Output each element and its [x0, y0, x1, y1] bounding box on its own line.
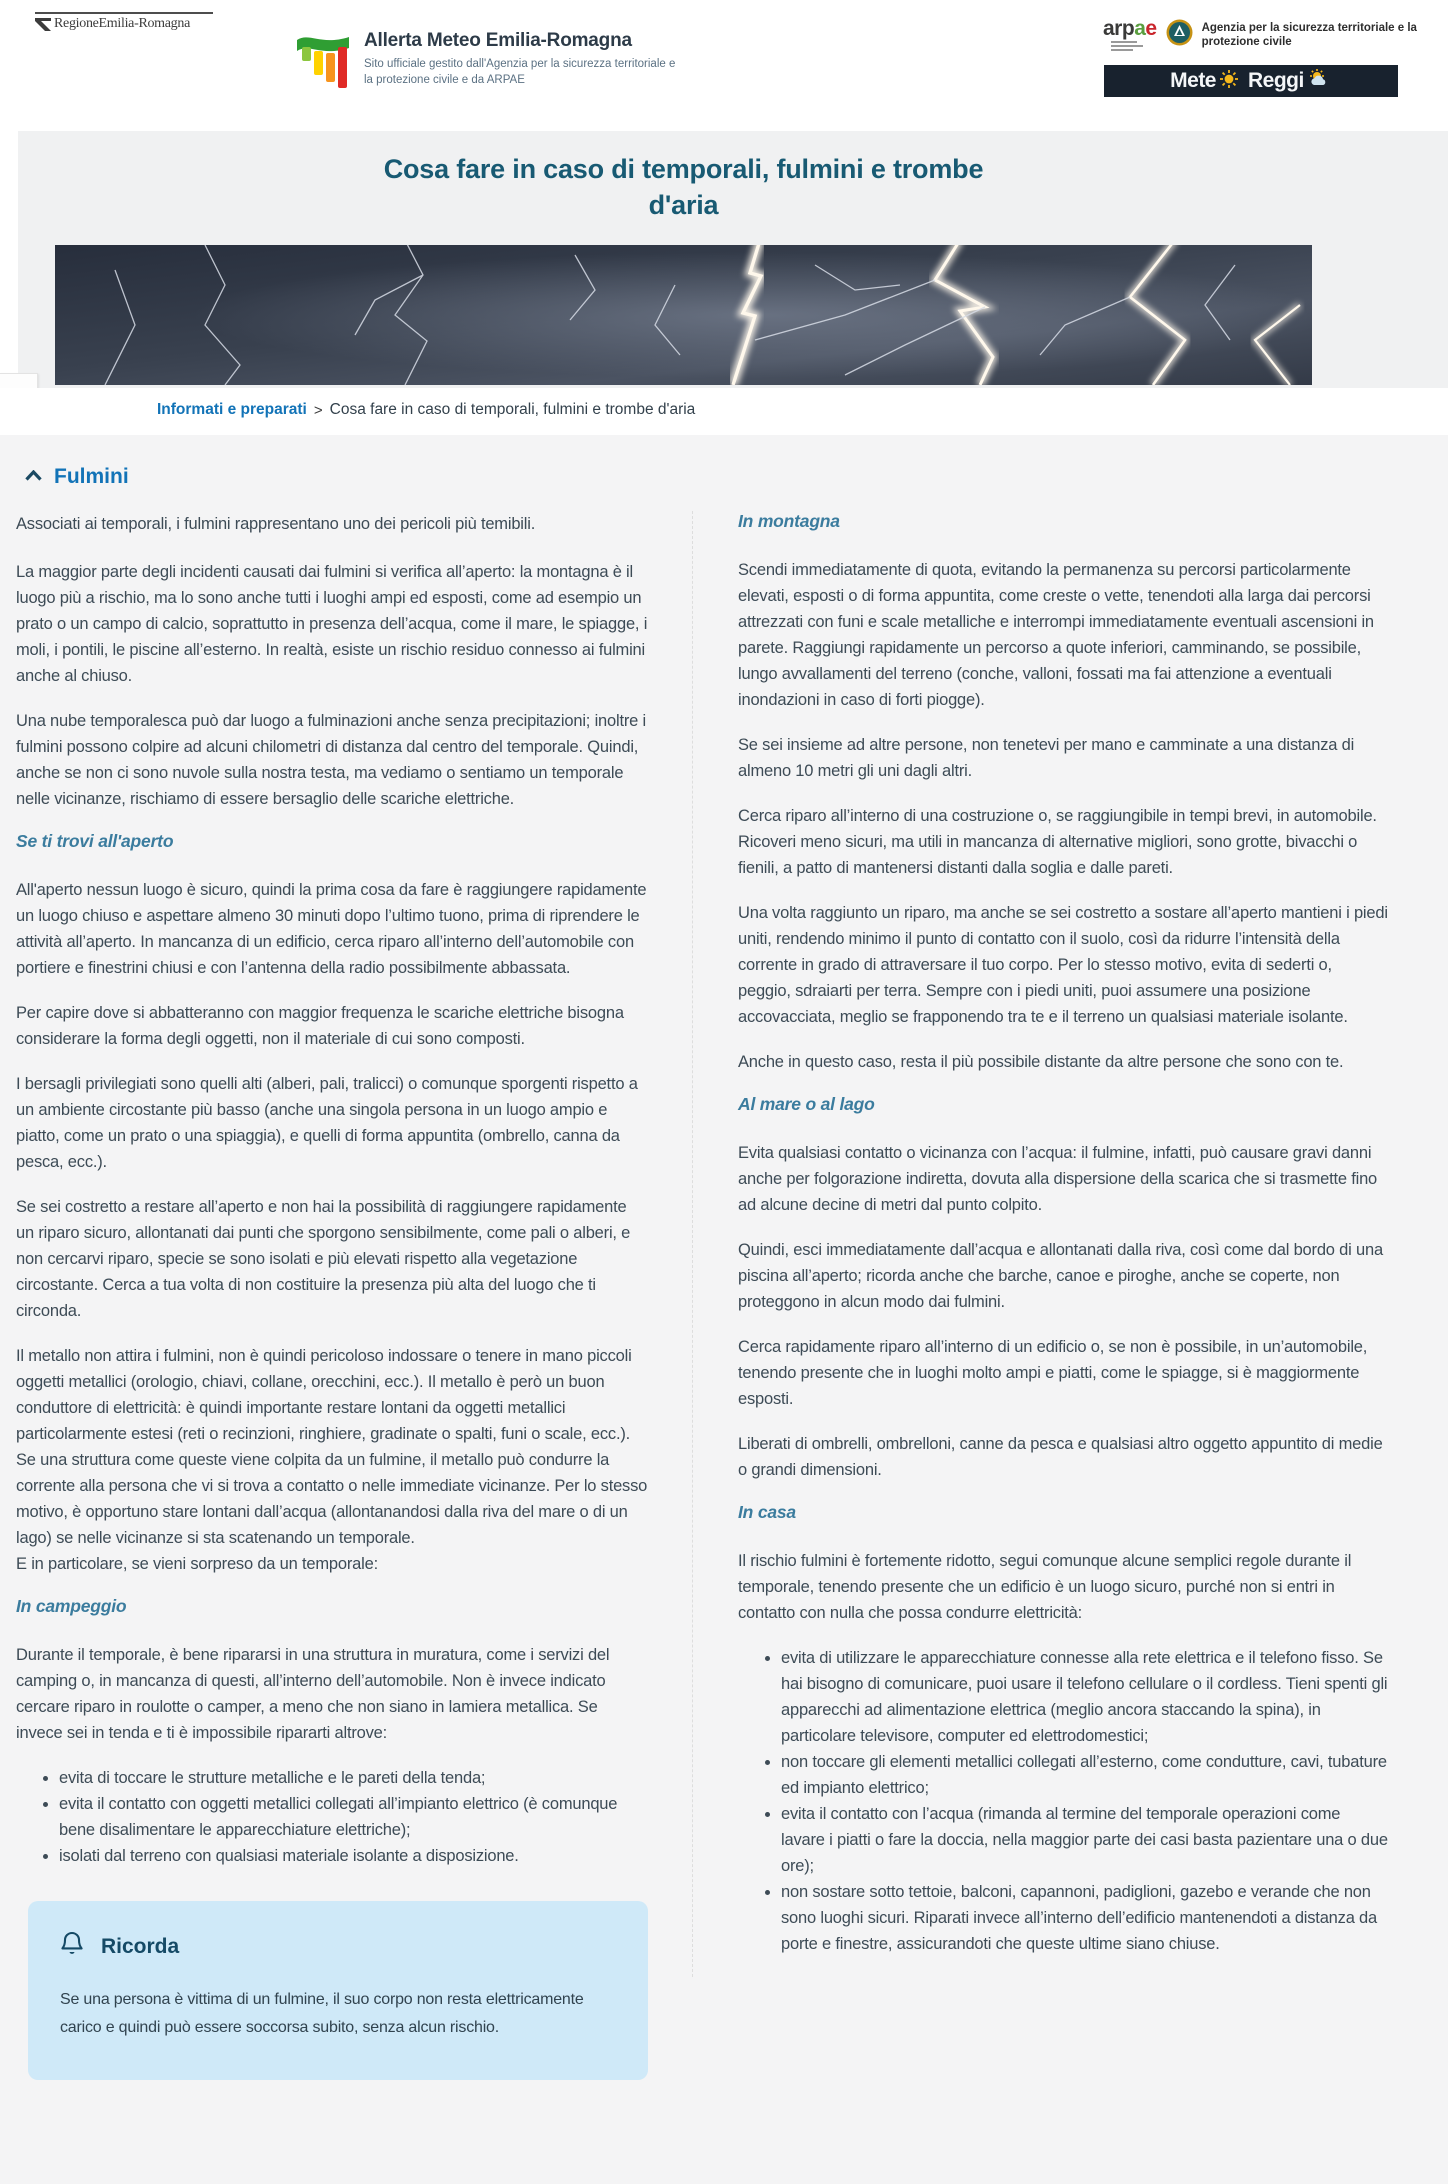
- agency-name-line1: Agenzia per la sicurezza territoriale e la: [1201, 22, 1417, 34]
- section-toggle-fulmini[interactable]: [25, 465, 129, 489]
- meteo-reggio-text1: Mete: [1170, 69, 1216, 92]
- regione-logo-text: RegioneEmilia-Romagna: [54, 16, 190, 31]
- paragraph: Se sei costretto a restare all’aperto e non hai la possibilità di raggiungere rapidamente un riparo sicuro, allontanati dai punti che sporgono sensibilmente, come pali o alberi, e non cercarvi riparo, specie se sono isolati e più elevati rispetto alla vegetazione circostante. Cerca a tua volta di non costituire la presenza più alta del luogo che ti circonda.: [16, 1198, 631, 1320]
- arpae-agency-block[interactable]: [1103, 18, 1417, 51]
- main-content: [0, 435, 1448, 2184]
- breadcrumb: [157, 401, 695, 419]
- bell-icon: [60, 1931, 84, 1962]
- list-item: • non toccare gli elementi metallici collegati all’esterno, come condutture, cavi, tubature ed impianto elettrico;: [781, 1749, 1388, 1801]
- section-title: Fulmini: [54, 465, 129, 488]
- logo-rule: [35, 12, 213, 14]
- breadcrumb-current: Cosa fare in caso di temporali, fulmini e trombe d'aria: [329, 401, 696, 418]
- paragraph: Una nube temporalesca può dar luogo a fulminazioni anche senza precipitazioni; inoltre i fulmini possono colpire ad alcuni chilometri di distanza dal centro del temporale. Quindi, anche se non ci sono nuvole sulla nostra testa, ma vediamo o sentiamo un temporale nelle vicinanze, rischiamo di essere bersaglio delle scariche elettriche.: [16, 712, 646, 808]
- ricorda-title: Ricorda: [101, 1934, 180, 1958]
- paragraph: I bersagli privilegiati sono quelli alti (alberi, pali, tralicci) o comunque sporgenti rispetto a un ambiente circostante più basso (anche una singola persona in un luogo ampio e piatto, come un prato o una spiaggia), e quelli di forma appuntita (ombrello, canna da pesca, ecc.).: [16, 1075, 638, 1171]
- paragraph: Evita qualsiasi contatto o vicinanza con l’acqua: il fulmine, infatti, può causare gravi danni anche per folgorazione indiretta, dovuta alla dispersione della scarica che si trasmette fino ad alcune decine di metri dal punto colpito.: [738, 1144, 1378, 1214]
- allerta-meteo-brand[interactable]: [295, 30, 675, 93]
- column-left: [16, 511, 648, 2080]
- subheading-in-casa: In casa: [738, 1502, 796, 1522]
- list-item: • evita il contatto con oggetti metallici collegati all’impianto elettrico (è comunque bene disalimentare le apparecchiature elettriche);: [59, 1791, 648, 1843]
- site-subtitle-line1: Sito ufficiale gestito dall'Agenzia per la sicurezza territoriale e: [364, 58, 676, 70]
- paragraph: Liberati di ombrelli, ombrelloni, canne da pesca e qualsiasi altro oggetto appuntito di medie o grandi dimensioni.: [738, 1435, 1383, 1479]
- paragraph: Se sei insieme ad altre persone, non tenetevi per mano e camminate a una distanza di almeno 10 metri gli uni dagli altri.: [738, 736, 1355, 780]
- chevron-up-icon[interactable]: [25, 468, 42, 486]
- paragraph: Il rischio fulmini è fortemente ridotto, segui comunque alcune semplici regole durante il temporale, tenendo presente che un edificio è un luogo sicuro, purché non si entri in contatto con nulla che possa condurre elettricità:: [738, 1552, 1352, 1622]
- allerta-meteo-flag-icon: [295, 30, 351, 93]
- subheading-in-campeggio: In campeggio: [16, 1596, 127, 1616]
- arpae-logo-subtext: [1111, 41, 1157, 51]
- paragraph: Scendi immediatamente di quota, evitando la permanenza su percorsi particolarmente elevati, esposti o di forma appuntita, come creste o vette, tenendoti alla larga dai percorsi attrezzati con funi e scale metalliche e interrompi immediatamente eventuali ascensioni in parete. Raggiungi rapidamente un percorso a quote inferiori, camminando, se possibile, lungo avvallamenti del terreno (conche, valloni, fossati ma fai attenzione a eventuali inondazioni in caso di forti piogge).: [738, 561, 1374, 709]
- paragraph: Per capire dove si abbatteranno con maggior frequenza le scariche elettriche bisogna considerare la forma degli oggetti, non il materiale di cui sono composti.: [16, 1004, 624, 1048]
- breadcrumb-separator-icon: >: [313, 401, 323, 419]
- sun-cloud-icon: [1306, 69, 1332, 93]
- agency-name-line2: protezione civile: [1201, 36, 1292, 49]
- paragraph: Durante il temporale, è bene ripararsi in una struttura in muratura, come i servizi del camping o, in mancanza di questi, all’interno dell’automobile. Non è invece indicato cercare riparo in roulotte o camper, a meno che non siano in lamiera metallica. Se invece sei in tenda e ti è impossibile ripararti altrove:: [16, 1646, 610, 1742]
- paragraph: E in particolare, se vieni sorpreso da un temporale:: [16, 1555, 378, 1573]
- site-subtitle-line2: la protezione civile e da ARPAE: [364, 73, 525, 86]
- paragraph: Una volta raggiunto un riparo, ma anche se sei costretto a sostare all’aperto mantieni i piedi uniti, rendendo minimo il punto di contatto con il suolo, così da ridurre l’intensità della corrente in grado di attraversare il tuo corpo. Per lo stesso motivo, evita di sederti o, peggio, sdraiarti per terra. Sempre con i piedi uniti, puoi assumere una posizione accovacciata, meglio se frapponendo tra te e il terreno un qualsiasi materiale isolante.: [738, 904, 1388, 1026]
- hero-section: [18, 131, 1448, 388]
- ricorda-callout-box: [28, 1901, 648, 2080]
- paragraph: Anche in questo caso, resta il più possibile distante da altre persone che sono con te.: [738, 1053, 1344, 1071]
- bullet-list-in-casa: [738, 1645, 1388, 1957]
- paragraph: La maggior parte degli incidenti causati dai fulmini si verifica all’aperto: la montagna è il luogo più a rischio, ma lo sono anche tutti i luoghi ampi ed esposti, come ad esempio un prato o un campo di calcio, soprattutto in presenza dell’acqua, come il mare, le spiagge, i moli, i pontili, le piscine all’esterno. In realtà, esiste un rischio residuo connesso ai fulmini anche al chiuso.: [16, 563, 648, 685]
- list-item: • non sostare sotto tettoie, balconi, capannoni, padiglioni, gazebo e verande che non sono luoghi sicuri. Riparati invece all’interno dell’edificio mantenendoti a distanza da porte e finestre, assicurandoti che queste ultime siano chiuse.: [781, 1879, 1388, 1957]
- arpae-logo: arpae: [1103, 18, 1157, 51]
- list-item: • evita di toccare le strutture metalliche e le pareti della tenda;: [59, 1765, 648, 1791]
- paragraph: Associati ai temporali, i fulmini rappresentano uno dei pericoli più temibili.: [16, 515, 536, 533]
- list-item: • evita il contatto con l’acqua (rimanda al termine del temporale operazioni come lavare i piatti o fare la doccia, nella maggior parte dei casi basta pazientare una o due ore);: [781, 1801, 1388, 1879]
- site-header: [0, 8, 1448, 131]
- breadcrumb-bar: [0, 388, 1448, 435]
- protezione-civile-badge-icon: [1166, 19, 1193, 51]
- subheading-al-mare-o-al-lago: Al mare o al lago: [738, 1094, 875, 1114]
- paragraph: Cerca rapidamente riparo all’interno di un edificio o, se non è possibile, in un’automobile, tenendo presente che in luoghi molto ampi e piatti, come le spiagge, si è maggiormente esposti.: [738, 1338, 1368, 1408]
- meteo-reggio-text2: Reggi: [1248, 69, 1304, 92]
- sun-icon: [1218, 70, 1240, 93]
- meteo-reggio-banner[interactable]: [1104, 65, 1398, 97]
- list-item: • isolati dal terreno con qualsiasi materiale isolante a disposizione.: [59, 1843, 648, 1869]
- paragraph: Cerca riparo all’interno di una costruzione o, se raggiungibile in tempi brevi, in automobile. Ricoveri meno sicuri, ma utili in mancanza di alternative migliori, sono grotte, bivacchi o fienili, a patto di mantenersi distanti dalla soglia e dalle pareti.: [738, 807, 1377, 877]
- ricorda-text: Se una persona è vittima di un fulmine, il suo corpo non resta elettricamente carico e quindi può essere soccorsa subito, senza alcun rischio.: [60, 1991, 584, 2036]
- regione-emilia-romagna-logo[interactable]: [35, 12, 213, 32]
- breadcrumb-link-informati[interactable]: Informati e preparati: [157, 401, 307, 418]
- lightning-banner-image: [55, 245, 1312, 385]
- regione-flag-icon: [35, 18, 51, 31]
- paragraph: Il metallo non attira i fulmini, non è quindi pericoloso indossare o tenere in mano piccoli oggetti metallici (orologio, chiavi, collane, orecchini, ecc.). Il metallo è però un buon conduttore di elettricità: è quindi importante restare lontani da oggetti metallici particolarmente estesi (reti o recinzioni, ringhiere, gradinate o spalti, funi o scale, ecc.). Se una struttura come queste viene colpita da un fulmine, il metallo può condurre la corrente alla persona che vi si trova a contatto o nelle immediate vicinanze. Per lo stesso motivo, è opportuno stare lontani dall’acqua (allontanandosi dalla riva del mare o di un lago) se nelle vicinanze si sta scatenando un temporale.: [16, 1347, 648, 1547]
- subheading-se-ti-trovi-allaperto: Se ti trovi all'aperto: [16, 831, 174, 851]
- column-right: [692, 511, 1388, 1977]
- paragraph: All'aperto nessun luogo è sicuro, quindi la prima cosa da fare è raggiungere rapidamente un luogo chiuso e aspettare almeno 30 minuti dopo l’ultimo tuono, prima di riprendere le attività all’aperto. In mancanza di un edificio, cerca riparo all’interno dell’automobile con portiere e finestrini chiusi e con l’antenna della radio possibilmente abbassata.: [16, 881, 647, 977]
- paragraph: Quindi, esci immediatamente dall’acqua e allontanati dalla riva, così come dal bordo di una piscina all’aperto; ricorda anche che barche, canoe e piroghe, anche se coperte, non proteggono in alcun modo dai fulmini.: [738, 1241, 1383, 1311]
- site-title: Allerta Meteo Emilia-Romagna: [364, 30, 632, 51]
- subheading-in-montagna: In montagna: [738, 511, 840, 531]
- bullet-list-campeggio: [16, 1765, 648, 1869]
- list-item: • evita di utilizzare le apparecchiature connesse alla rete elettrica e il telefono fisso. Se hai bisogno di comunicare, puoi usare il telefono cellulare o il cordless. Tieni spenti gli apparecchi ad alimentazione elettrica (meglio ancora staccando la spina), in particolare televisore, computer ed elettrodomestici;: [781, 1645, 1388, 1749]
- page-title: Cosa fare in caso di temporali, fulmini e trombe d'aria: [383, 154, 984, 220]
